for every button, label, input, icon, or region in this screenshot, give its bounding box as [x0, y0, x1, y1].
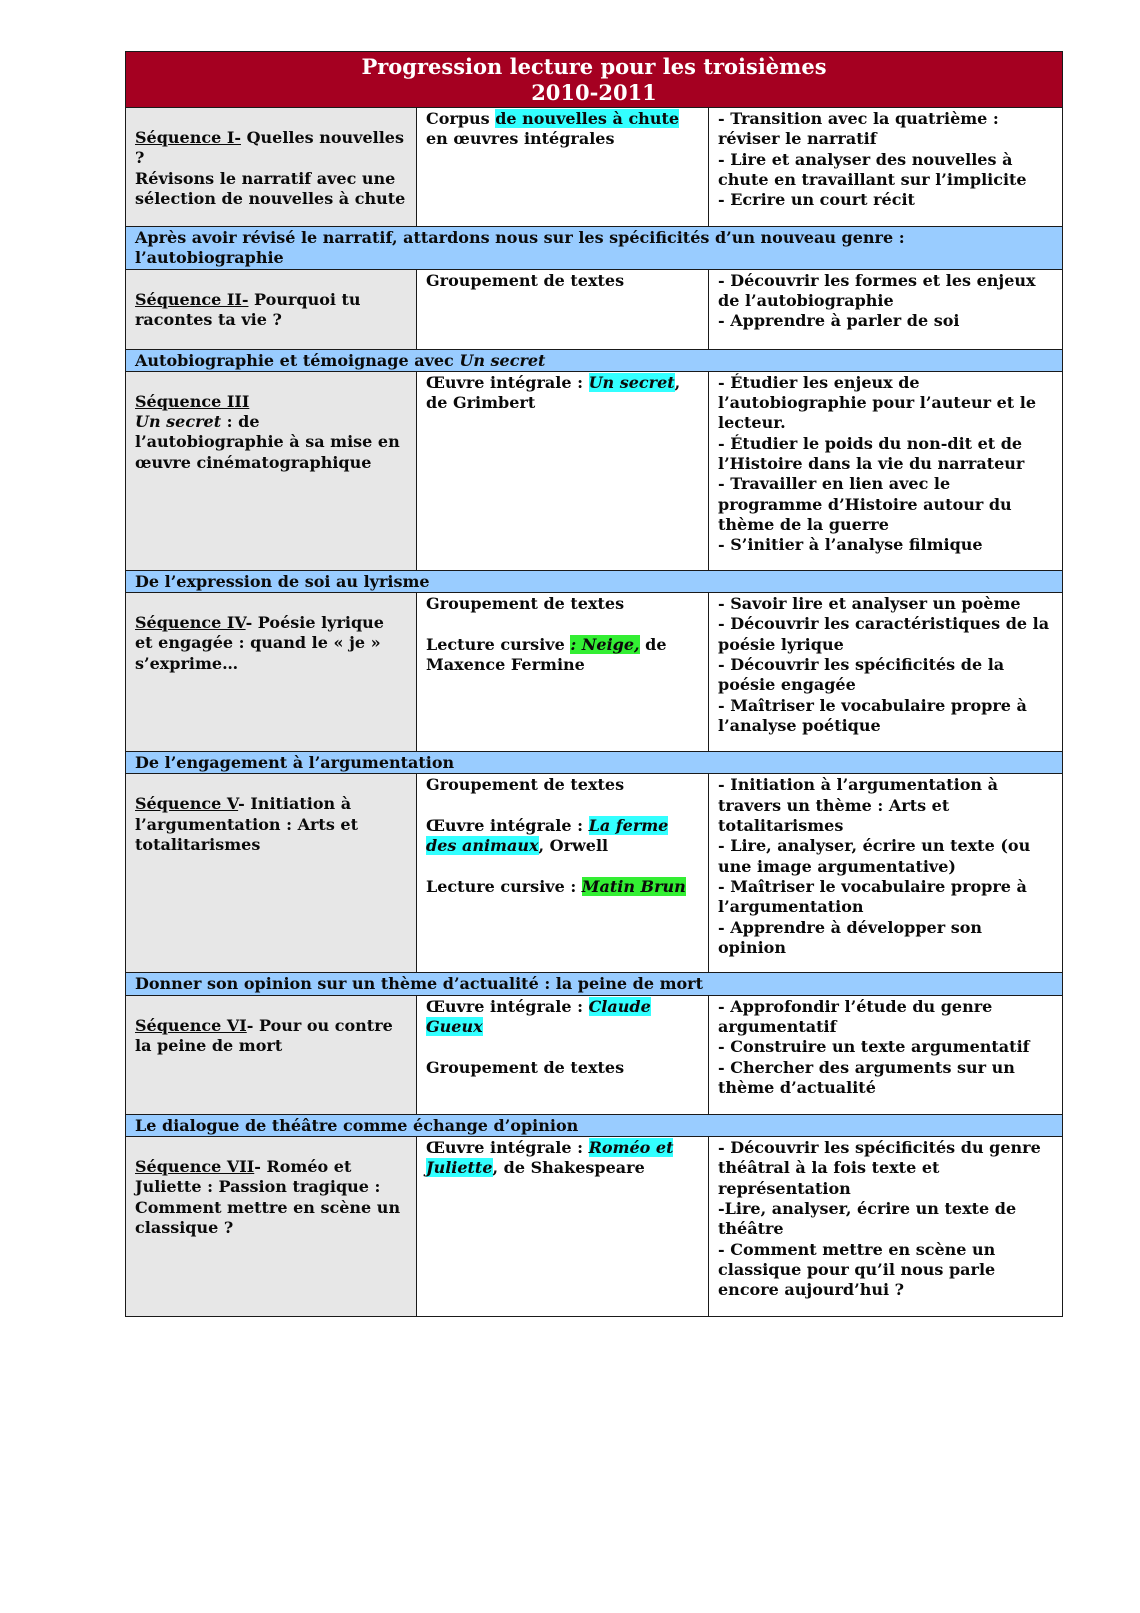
- support-highlight: Claude Gueux: [426, 996, 651, 1037]
- support-text-4: Lecture cursive :: [426, 876, 582, 896]
- objective-item: - Découvrir les spécificités de la poésie engagée: [718, 655, 1005, 695]
- objective-item: - Découvrir les caractéristiques de la poésie lyrique: [718, 614, 1050, 654]
- sequence-cell: [126, 1137, 417, 1317]
- sequence-cell: [126, 995, 417, 1114]
- objectives-cell: [709, 269, 1063, 349]
- support-text-2: Groupement de textes: [426, 1057, 625, 1077]
- objectives-cell: [709, 371, 1063, 570]
- objective-item: - Apprendre à développer son opinion: [718, 917, 983, 957]
- support-text-2: , de Grimbert: [426, 372, 681, 413]
- objective-item: - Ecrire un court récit: [718, 190, 915, 210]
- sequence-subtitle: Révisons le narratif avec une sélection de nouvelles à chute: [135, 168, 406, 208]
- title-line-1: Progression lecture pour les troisièmes: [361, 54, 827, 79]
- sequence-label: Séquence VII: [135, 1157, 255, 1177]
- sequence-cell: [126, 774, 417, 973]
- support-cell: [417, 774, 709, 973]
- section-heading: Après avoir révisé le narratif, attardons nous sur les spécificités d’un nouveau genre : l’autobiographie: [126, 227, 1063, 270]
- section-band-2: [126, 227, 1063, 270]
- sequence-title-italic: Un secret: [135, 412, 222, 432]
- support-highlight: Roméo et Juliette: [426, 1138, 674, 1178]
- title-row: [126, 52, 1063, 108]
- support-highlight: La ferme des animaux: [426, 816, 669, 856]
- support-text: Groupement de textes: [426, 270, 625, 290]
- objective-item: - Initiation à l’argumentation à travers un thème : Arts et totalitarismes: [718, 775, 998, 836]
- sequence-row-1: [126, 108, 1063, 227]
- support-text-3: , Orwell: [538, 836, 609, 856]
- objective-item: - Apprendre à parler de soi: [718, 311, 960, 331]
- sequence-title: - Poésie lyrique et engagée : quand le « je » s’exprime…: [135, 613, 384, 673]
- objective-item: - Construire un texte argumentatif: [718, 1037, 1030, 1057]
- support-text: Corpus: [426, 109, 496, 128]
- section-band-5: [126, 752, 1063, 774]
- support-text-2: Œuvre intégrale :: [426, 816, 589, 836]
- section-heading: Le dialogue de théâtre comme échange d’opinion: [126, 1114, 1063, 1136]
- section-heading: De l’engagement à l’argumentation: [126, 752, 1063, 774]
- sequence-row-5: [126, 774, 1063, 973]
- sequence-label: Séquence VI: [135, 1015, 247, 1035]
- sequence-cell: [126, 108, 417, 227]
- objectives-cell: [709, 995, 1063, 1114]
- objectives-cell: [709, 593, 1063, 752]
- objective-item: - Approfondir l’étude du genre argumentatif: [718, 996, 993, 1037]
- document-title: [126, 52, 1063, 108]
- section-heading-text: Autobiographie et témoignage avec: [135, 350, 460, 370]
- sequence-row-2: [126, 269, 1063, 349]
- sequence-label: Séquence IV: [135, 613, 246, 633]
- objective-item: - Transition avec la quatrième : réviser le narratif: [718, 109, 999, 149]
- sequence-title: - Pour ou contre la peine de mort: [135, 1015, 393, 1056]
- sequence-row-6: [126, 995, 1063, 1114]
- objective-item: - Découvrir les formes et les enjeux de l’autobiographie: [718, 270, 1036, 310]
- support-cell: [417, 108, 709, 227]
- support-cell: [417, 371, 709, 570]
- objectives-cell: [709, 1137, 1063, 1317]
- support-text: Œuvre intégrale :: [426, 372, 589, 392]
- support-cell: [417, 269, 709, 349]
- section-heading: De l’expression de soi au lyrisme: [126, 570, 1063, 592]
- objectives-cell: [709, 774, 1063, 973]
- section-heading: [126, 349, 1063, 371]
- title-line-2: 2010-2011: [531, 80, 657, 105]
- support-text: Groupement de textes: [426, 775, 625, 795]
- objective-item: - Comment mettre en scène un classique pour qu’il nous parle encore aujourd’hui ?: [718, 1239, 996, 1300]
- support-highlight: : Neige,: [570, 634, 640, 654]
- sequence-label: Séquence II-: [135, 289, 249, 309]
- objective-item: - Lire, analyser, écrire un texte (ou une image argumentative): [718, 836, 1031, 876]
- progression-table: [125, 51, 1063, 1317]
- sequence-row-4: [126, 593, 1063, 752]
- sequence-title: - Roméo et Juliette : Passion tragique : Comment mettre en scène un classique ?: [135, 1157, 401, 1237]
- support-highlight: Un secret: [588, 372, 675, 392]
- objective-item: - Travailler en lien avec le programme d’Histoire autour du thème de la guerre: [718, 474, 1012, 534]
- objective-item: - Maîtriser le vocabulaire propre à l’analyse poétique: [718, 695, 1027, 735]
- sequence-label: Séquence I-: [135, 128, 241, 147]
- support-text: Groupement de textes: [426, 594, 625, 614]
- objective-item: - Étudier les enjeux de l’autobiographie pour l’auteur et le lecteur.: [718, 372, 1037, 433]
- objective-item: - Lire et analyser des nouvelles à chute en travaillant sur l’implicite: [718, 149, 1027, 189]
- sequence-cell: [126, 593, 417, 752]
- sequence-cell: [126, 269, 417, 349]
- sequence-title: : de l’autobiographie à sa mise en œuvre cinématographique: [135, 412, 400, 472]
- section-heading: Donner son opinion sur un thème d’actualité : la peine de mort: [126, 973, 1063, 995]
- support-cell: [417, 593, 709, 752]
- objectives-cell: [709, 108, 1063, 227]
- section-band-7: [126, 1114, 1063, 1136]
- support-highlight: de nouvelles à chute: [495, 109, 680, 128]
- objective-item: - Découvrir les spécificités du genre théâtral à la fois texte et représentation: [718, 1138, 1041, 1198]
- support-text: Œuvre intégrale :: [426, 1138, 589, 1158]
- sequence-label: Séquence V: [135, 794, 239, 814]
- support-cell: [417, 1137, 709, 1317]
- support-text-2: en œuvres intégrales: [426, 129, 615, 149]
- objective-item: - Savoir lire et analyser un poème: [718, 594, 1021, 614]
- objective-item: - S’initier à l’analyse filmique: [718, 535, 983, 555]
- support-text-2: Lecture cursive: [426, 634, 571, 654]
- sequence-cell: [126, 371, 417, 570]
- objective-item: -Lire, analyser, écrire un texte de théâtre: [718, 1198, 1017, 1239]
- support-text-2: , de Shakespeare: [492, 1158, 645, 1178]
- progression-document: [125, 51, 1062, 1317]
- sequence-title: Pourquoi tu racontes ta vie ?: [135, 289, 361, 329]
- sequence-row-3: [126, 371, 1063, 570]
- objective-item: - Maîtriser le vocabulaire propre à l’argumentation: [718, 876, 1027, 917]
- section-band-3: [126, 349, 1063, 371]
- section-band-4: [126, 570, 1063, 592]
- section-heading-italic: Un secret: [459, 350, 546, 370]
- support-text-3: de Maxence Fermine: [426, 634, 667, 675]
- sequence-row-7: [126, 1137, 1063, 1317]
- support-highlight-2: Matin Brun: [581, 876, 686, 896]
- support-cell: [417, 995, 709, 1114]
- support-text: Œuvre intégrale :: [426, 996, 589, 1016]
- sequence-label: Séquence III: [135, 391, 250, 411]
- objective-item: - Chercher des arguments sur un thème d’actualité: [718, 1057, 1015, 1097]
- section-band-6: [126, 973, 1063, 995]
- sequence-title: - Initiation à l’argumentation : Arts et totalitarismes: [135, 794, 358, 855]
- objective-item: - Étudier le poids du non-dit et de l’Histoire dans la vie du narrateur: [718, 433, 1025, 474]
- sequence-title: Quelles nouvelles ?: [135, 128, 404, 168]
